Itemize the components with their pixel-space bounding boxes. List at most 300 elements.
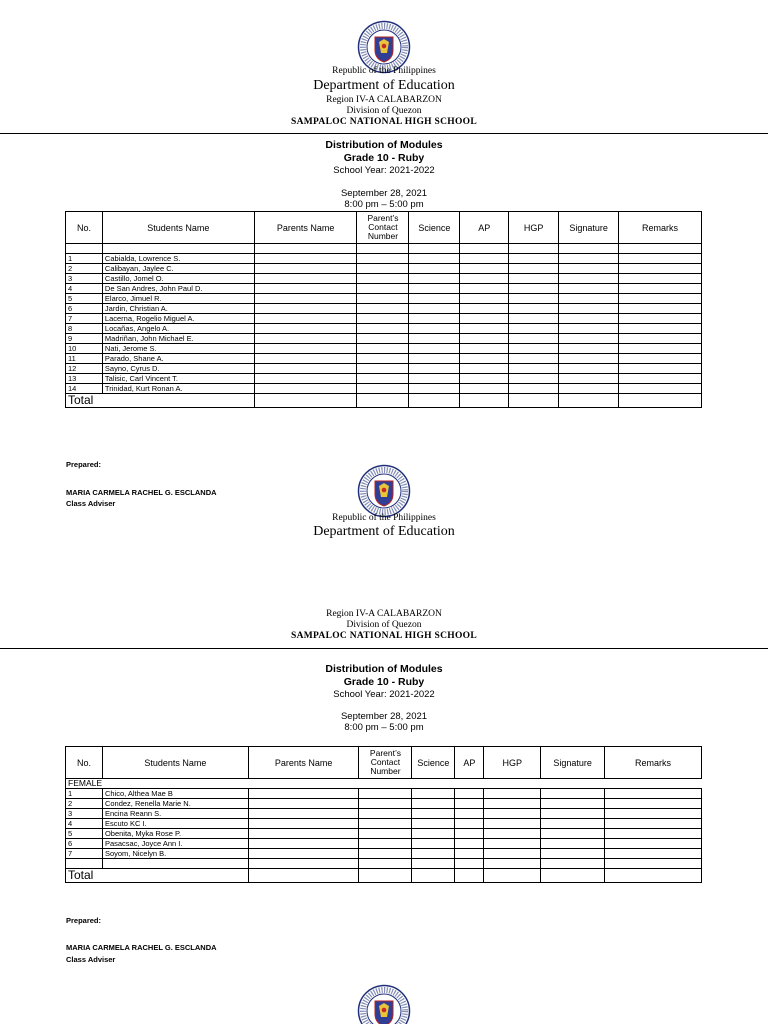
table-cell <box>248 869 359 883</box>
table-cell <box>455 829 484 839</box>
student-name: Escuto KC I. <box>102 819 248 829</box>
row-number: 1 <box>66 254 103 264</box>
table-cell <box>248 819 359 829</box>
table-cell <box>409 304 460 314</box>
student-name: Castillo, Jomel O. <box>102 274 254 284</box>
table-cell <box>559 384 619 394</box>
table-cell <box>357 374 409 384</box>
grade-label: Grade 10 - Ruby <box>343 676 425 688</box>
time-label: 8:00 pm – 5:00 pm <box>344 722 424 733</box>
table-cell <box>509 384 559 394</box>
student-name: Soyom, Nicelyn B. <box>102 849 248 859</box>
group-row <box>66 244 702 254</box>
time-label: 8:00 pm – 5:00 pm <box>344 199 424 210</box>
table-cell <box>460 394 509 408</box>
table-cell <box>357 324 409 334</box>
table-cell <box>460 324 509 334</box>
school-name: SAMPALOC NATIONAL HIGH SCHOOL <box>291 117 477 127</box>
row-number: 12 <box>66 364 103 374</box>
column-header: Parent’s Contact Number <box>359 747 412 779</box>
table-cell <box>412 829 455 839</box>
table-cell <box>509 314 559 324</box>
table-cell <box>455 859 484 869</box>
table-cell <box>460 244 509 254</box>
table-cell <box>357 334 409 344</box>
table-cell <box>248 839 359 849</box>
table-cell <box>357 354 409 364</box>
table-cell <box>559 344 619 354</box>
table-cell <box>619 254 702 264</box>
department-title: Department of Education <box>313 78 455 93</box>
date-label: September 28, 2021 <box>340 188 428 199</box>
table-cell <box>102 859 248 869</box>
table-row <box>66 829 702 839</box>
table-cell <box>254 294 357 304</box>
column-header: HGP <box>484 747 541 779</box>
table-cell <box>409 294 460 304</box>
table-cell <box>359 799 412 809</box>
table-cell <box>409 364 460 374</box>
row-number: 4 <box>66 819 103 829</box>
row-number: 2 <box>66 264 103 274</box>
table-cell <box>254 324 357 334</box>
table-cell <box>541 819 605 829</box>
table-cell <box>248 799 359 809</box>
table-cell <box>66 859 103 869</box>
table-cell <box>509 394 559 408</box>
table-cell <box>248 809 359 819</box>
table-cell <box>619 274 702 284</box>
table-cell <box>254 244 357 254</box>
table-cell <box>357 274 409 284</box>
table-cell <box>254 264 357 274</box>
student-name: Elarco, Jimuel R. <box>102 294 254 304</box>
table-cell <box>357 344 409 354</box>
row-number: 11 <box>66 354 103 364</box>
total-row <box>66 869 702 883</box>
header-divider <box>0 133 768 134</box>
student-name: Calibayan, Jaylee C. <box>102 264 254 274</box>
table-cell <box>619 324 702 334</box>
table-cell <box>541 839 605 849</box>
table-cell <box>359 849 412 859</box>
student-name: Lacerna, Rogelio Miguel A. <box>102 314 254 324</box>
modules-table <box>65 746 702 883</box>
grade-label: Grade 10 - Ruby <box>343 152 425 164</box>
table-cell <box>254 334 357 344</box>
table-cell <box>455 839 484 849</box>
table-cell <box>254 314 357 324</box>
division-label: Division of Quezon <box>346 106 422 116</box>
deped-seal-icon <box>357 984 411 1024</box>
row-number: 7 <box>66 849 103 859</box>
table-cell <box>559 394 619 408</box>
table-cell <box>559 294 619 304</box>
table-row <box>66 264 702 274</box>
row-number: 2 <box>66 799 103 809</box>
division-label: Division of Quezon <box>346 620 422 630</box>
table-cell <box>409 244 460 254</box>
table-cell <box>102 244 254 254</box>
student-name: Nati, Jerome S. <box>102 344 254 354</box>
table-cell <box>357 254 409 264</box>
table-cell <box>619 384 702 394</box>
student-name: De San Andres, John Paul D. <box>102 284 254 294</box>
table-row <box>66 324 702 334</box>
table-cell <box>541 869 605 883</box>
table-row <box>66 254 702 264</box>
table-row <box>66 274 702 284</box>
table-cell <box>619 394 702 408</box>
total-row <box>66 394 702 408</box>
table-cell <box>605 849 702 859</box>
table-row <box>66 314 702 324</box>
table-cell <box>559 364 619 374</box>
column-header: No. <box>66 212 103 244</box>
table-cell <box>619 334 702 344</box>
column-header: Parents Name <box>248 747 359 779</box>
table-row <box>66 354 702 364</box>
group-label <box>66 244 103 254</box>
table-cell <box>509 274 559 284</box>
table-cell <box>460 274 509 284</box>
modules-table <box>65 211 702 408</box>
table-cell <box>509 304 559 314</box>
table-cell <box>409 394 460 408</box>
date-label: September 28, 2021 <box>340 711 428 722</box>
table-cell <box>409 354 460 364</box>
table-cell <box>509 324 559 334</box>
row-number: 10 <box>66 344 103 354</box>
table-cell <box>619 284 702 294</box>
table-cell <box>509 364 559 374</box>
table-row <box>66 859 702 869</box>
table-cell <box>412 839 455 849</box>
row-number: 5 <box>66 294 103 304</box>
student-name: Sayno, Cyrus D. <box>102 364 254 374</box>
table-cell <box>248 859 359 869</box>
table-row <box>66 284 702 294</box>
table-cell <box>409 334 460 344</box>
header-divider <box>0 648 768 649</box>
table-cell <box>559 374 619 384</box>
table-cell <box>409 384 460 394</box>
table-row <box>66 384 702 394</box>
table-cell <box>359 859 412 869</box>
table-cell <box>460 264 509 274</box>
table-cell <box>559 284 619 294</box>
column-header: Remarks <box>619 212 702 244</box>
table-cell <box>254 254 357 264</box>
republic-label: Republic of the Philippines <box>332 513 436 523</box>
table-cell <box>455 849 484 859</box>
table-cell <box>455 799 484 809</box>
table-cell <box>409 254 460 264</box>
table-cell <box>254 354 357 364</box>
table-cell <box>412 799 455 809</box>
total-label: Total <box>66 394 255 408</box>
student-name: Parado, Shane A. <box>102 354 254 364</box>
group-label: FEMALE <box>66 779 702 789</box>
table-cell <box>509 264 559 274</box>
table-cell <box>460 304 509 314</box>
table-cell <box>619 314 702 324</box>
table-cell <box>460 384 509 394</box>
table-cell <box>357 294 409 304</box>
table-cell <box>409 314 460 324</box>
row-number: 3 <box>66 809 103 819</box>
student-name: Chico, Althea Mae B <box>102 789 248 799</box>
column-header: Students Name <box>102 212 254 244</box>
table-cell <box>254 384 357 394</box>
table-cell <box>359 819 412 829</box>
table-cell <box>460 344 509 354</box>
table-cell <box>559 264 619 274</box>
table-cell <box>455 869 484 883</box>
table-cell <box>357 394 409 408</box>
table-cell <box>619 244 702 254</box>
table-cell <box>357 314 409 324</box>
table-cell <box>357 364 409 374</box>
row-number: 13 <box>66 374 103 384</box>
table-cell <box>559 324 619 334</box>
table-cell <box>359 789 412 799</box>
table-cell <box>484 839 541 849</box>
table-cell <box>455 789 484 799</box>
table-cell <box>484 789 541 799</box>
table-cell <box>254 394 357 408</box>
column-header: HGP <box>509 212 559 244</box>
column-header: AP <box>460 212 509 244</box>
table-cell <box>619 344 702 354</box>
column-header: Signature <box>541 747 605 779</box>
school-year-label: School Year: 2021-2022 <box>333 165 435 176</box>
table-cell <box>357 284 409 294</box>
group-row <box>66 779 702 789</box>
table-cell <box>619 354 702 364</box>
row-number: 14 <box>66 384 103 394</box>
table-cell <box>605 799 702 809</box>
table-cell <box>541 829 605 839</box>
table-row <box>66 839 702 849</box>
table-cell <box>357 384 409 394</box>
table-cell <box>559 274 619 284</box>
table-cell <box>455 819 484 829</box>
table-cell <box>541 799 605 809</box>
table-cell <box>541 809 605 819</box>
student-name: Locañas, Angelo A. <box>102 324 254 334</box>
table-cell <box>509 294 559 304</box>
table-cell <box>541 849 605 859</box>
table-row <box>66 849 702 859</box>
table-cell <box>619 294 702 304</box>
table-cell <box>460 284 509 294</box>
row-number: 4 <box>66 284 103 294</box>
table-cell <box>605 819 702 829</box>
row-number: 3 <box>66 274 103 284</box>
table-cell <box>254 304 357 314</box>
table-row <box>66 819 702 829</box>
table-cell <box>409 274 460 284</box>
table-cell <box>541 859 605 869</box>
table-cell <box>460 254 509 264</box>
table-cell <box>484 829 541 839</box>
table-cell <box>619 304 702 314</box>
table-cell <box>484 869 541 883</box>
column-header: No. <box>66 747 103 779</box>
school-name: SAMPALOC NATIONAL HIGH SCHOOL <box>291 631 477 641</box>
student-name: Pasacsac, Joyce Ann I. <box>102 839 248 849</box>
signer-role: Class Adviser <box>66 499 116 508</box>
table-row <box>66 799 702 809</box>
table-cell <box>509 374 559 384</box>
table-cell <box>509 244 559 254</box>
table-cell <box>484 849 541 859</box>
table-cell <box>509 334 559 344</box>
table-cell <box>509 284 559 294</box>
table-cell <box>412 819 455 829</box>
school-year-label: School Year: 2021-2022 <box>333 689 435 700</box>
row-number: 7 <box>66 314 103 324</box>
column-header: Parent’s Contact Number <box>357 212 409 244</box>
table-cell <box>559 354 619 364</box>
table-cell <box>412 859 455 869</box>
student-name: Condez, Renella Marie N. <box>102 799 248 809</box>
table-row <box>66 789 702 799</box>
table-cell <box>409 284 460 294</box>
table-row <box>66 304 702 314</box>
table-row <box>66 344 702 354</box>
table-cell <box>359 839 412 849</box>
table-cell <box>605 839 702 849</box>
table-cell <box>248 789 359 799</box>
prepared-label: Prepared: <box>66 460 102 469</box>
prepared-label: Prepared: <box>66 916 102 925</box>
region-label: Region IV-A CALABARZON <box>326 95 442 105</box>
table-cell <box>357 264 409 274</box>
table-cell <box>254 344 357 354</box>
region-label: Region IV-A CALABARZON <box>326 609 442 619</box>
student-name: Trinidad, Kurt Ronan A. <box>102 384 254 394</box>
table-row <box>66 364 702 374</box>
table-cell <box>484 859 541 869</box>
total-label: Total <box>66 869 249 883</box>
table-row <box>66 374 702 384</box>
column-header: Signature <box>559 212 619 244</box>
table-cell <box>559 314 619 324</box>
table-header-row <box>66 747 702 779</box>
table-cell <box>460 314 509 324</box>
table-cell <box>409 374 460 384</box>
column-header: Students Name <box>102 747 248 779</box>
table-cell <box>460 364 509 374</box>
table-row <box>66 809 702 819</box>
table-cell <box>254 274 357 284</box>
row-number: 8 <box>66 324 103 334</box>
table-cell <box>254 374 357 384</box>
department-title: Department of Education <box>313 524 455 539</box>
table-header-row <box>66 212 702 244</box>
table-cell <box>460 374 509 384</box>
table-cell <box>460 354 509 364</box>
table-cell <box>455 809 484 819</box>
table-cell <box>619 264 702 274</box>
table-cell <box>484 819 541 829</box>
table-cell <box>412 869 455 883</box>
table-cell <box>605 859 702 869</box>
table-cell <box>409 264 460 274</box>
deped-seal-icon <box>357 464 411 518</box>
table-cell <box>509 344 559 354</box>
table-cell <box>559 334 619 344</box>
student-name: Obenita, Myka Rose P. <box>102 829 248 839</box>
table-cell <box>509 354 559 364</box>
table-cell <box>559 254 619 264</box>
table-row <box>66 294 702 304</box>
student-name: Talisic, Carl Vincent T. <box>102 374 254 384</box>
table-cell <box>460 334 509 344</box>
table-cell <box>460 294 509 304</box>
table-cell <box>409 324 460 334</box>
table-cell <box>412 789 455 799</box>
table-cell <box>359 829 412 839</box>
table-cell <box>254 364 357 374</box>
signer-name: MARIA CARMELA RACHEL G. ESCLANDA <box>66 943 217 952</box>
section-title: Distribution of Modules <box>325 663 443 675</box>
row-number: 5 <box>66 829 103 839</box>
column-header: Parents Name <box>254 212 357 244</box>
table-cell <box>541 789 605 799</box>
table-cell <box>412 849 455 859</box>
table-cell <box>559 304 619 314</box>
column-header: AP <box>455 747 484 779</box>
row-number: 6 <box>66 304 103 314</box>
table-cell <box>619 364 702 374</box>
table-cell <box>619 374 702 384</box>
signer-name: MARIA CARMELA RACHEL G. ESCLANDA <box>66 488 217 497</box>
table-cell <box>484 799 541 809</box>
student-name: Madriñan, John Michael E. <box>102 334 254 344</box>
table-row <box>66 334 702 344</box>
table-cell <box>559 244 619 254</box>
signer-role: Class Adviser <box>66 955 116 964</box>
row-number: 6 <box>66 839 103 849</box>
table-cell <box>605 789 702 799</box>
table-cell <box>254 284 357 294</box>
row-number: 1 <box>66 789 103 799</box>
table-cell <box>357 244 409 254</box>
table-cell <box>605 809 702 819</box>
table-cell <box>357 304 409 314</box>
student-name: Encina Reann S. <box>102 809 248 819</box>
republic-label: Republic of the Philippines <box>332 66 436 76</box>
table-cell <box>248 849 359 859</box>
column-header: Remarks <box>605 747 702 779</box>
section-title: Distribution of Modules <box>325 139 443 151</box>
row-number: 9 <box>66 334 103 344</box>
column-header: Science <box>409 212 460 244</box>
table-cell <box>359 869 412 883</box>
student-name: Cabialda, Lowrence S. <box>102 254 254 264</box>
student-name: Jardin, Christian A. <box>102 304 254 314</box>
column-header: Science <box>412 747 455 779</box>
table-cell <box>248 829 359 839</box>
table-cell <box>412 809 455 819</box>
table-cell <box>605 829 702 839</box>
table-cell <box>605 869 702 883</box>
table-cell <box>359 809 412 819</box>
table-cell <box>409 344 460 354</box>
